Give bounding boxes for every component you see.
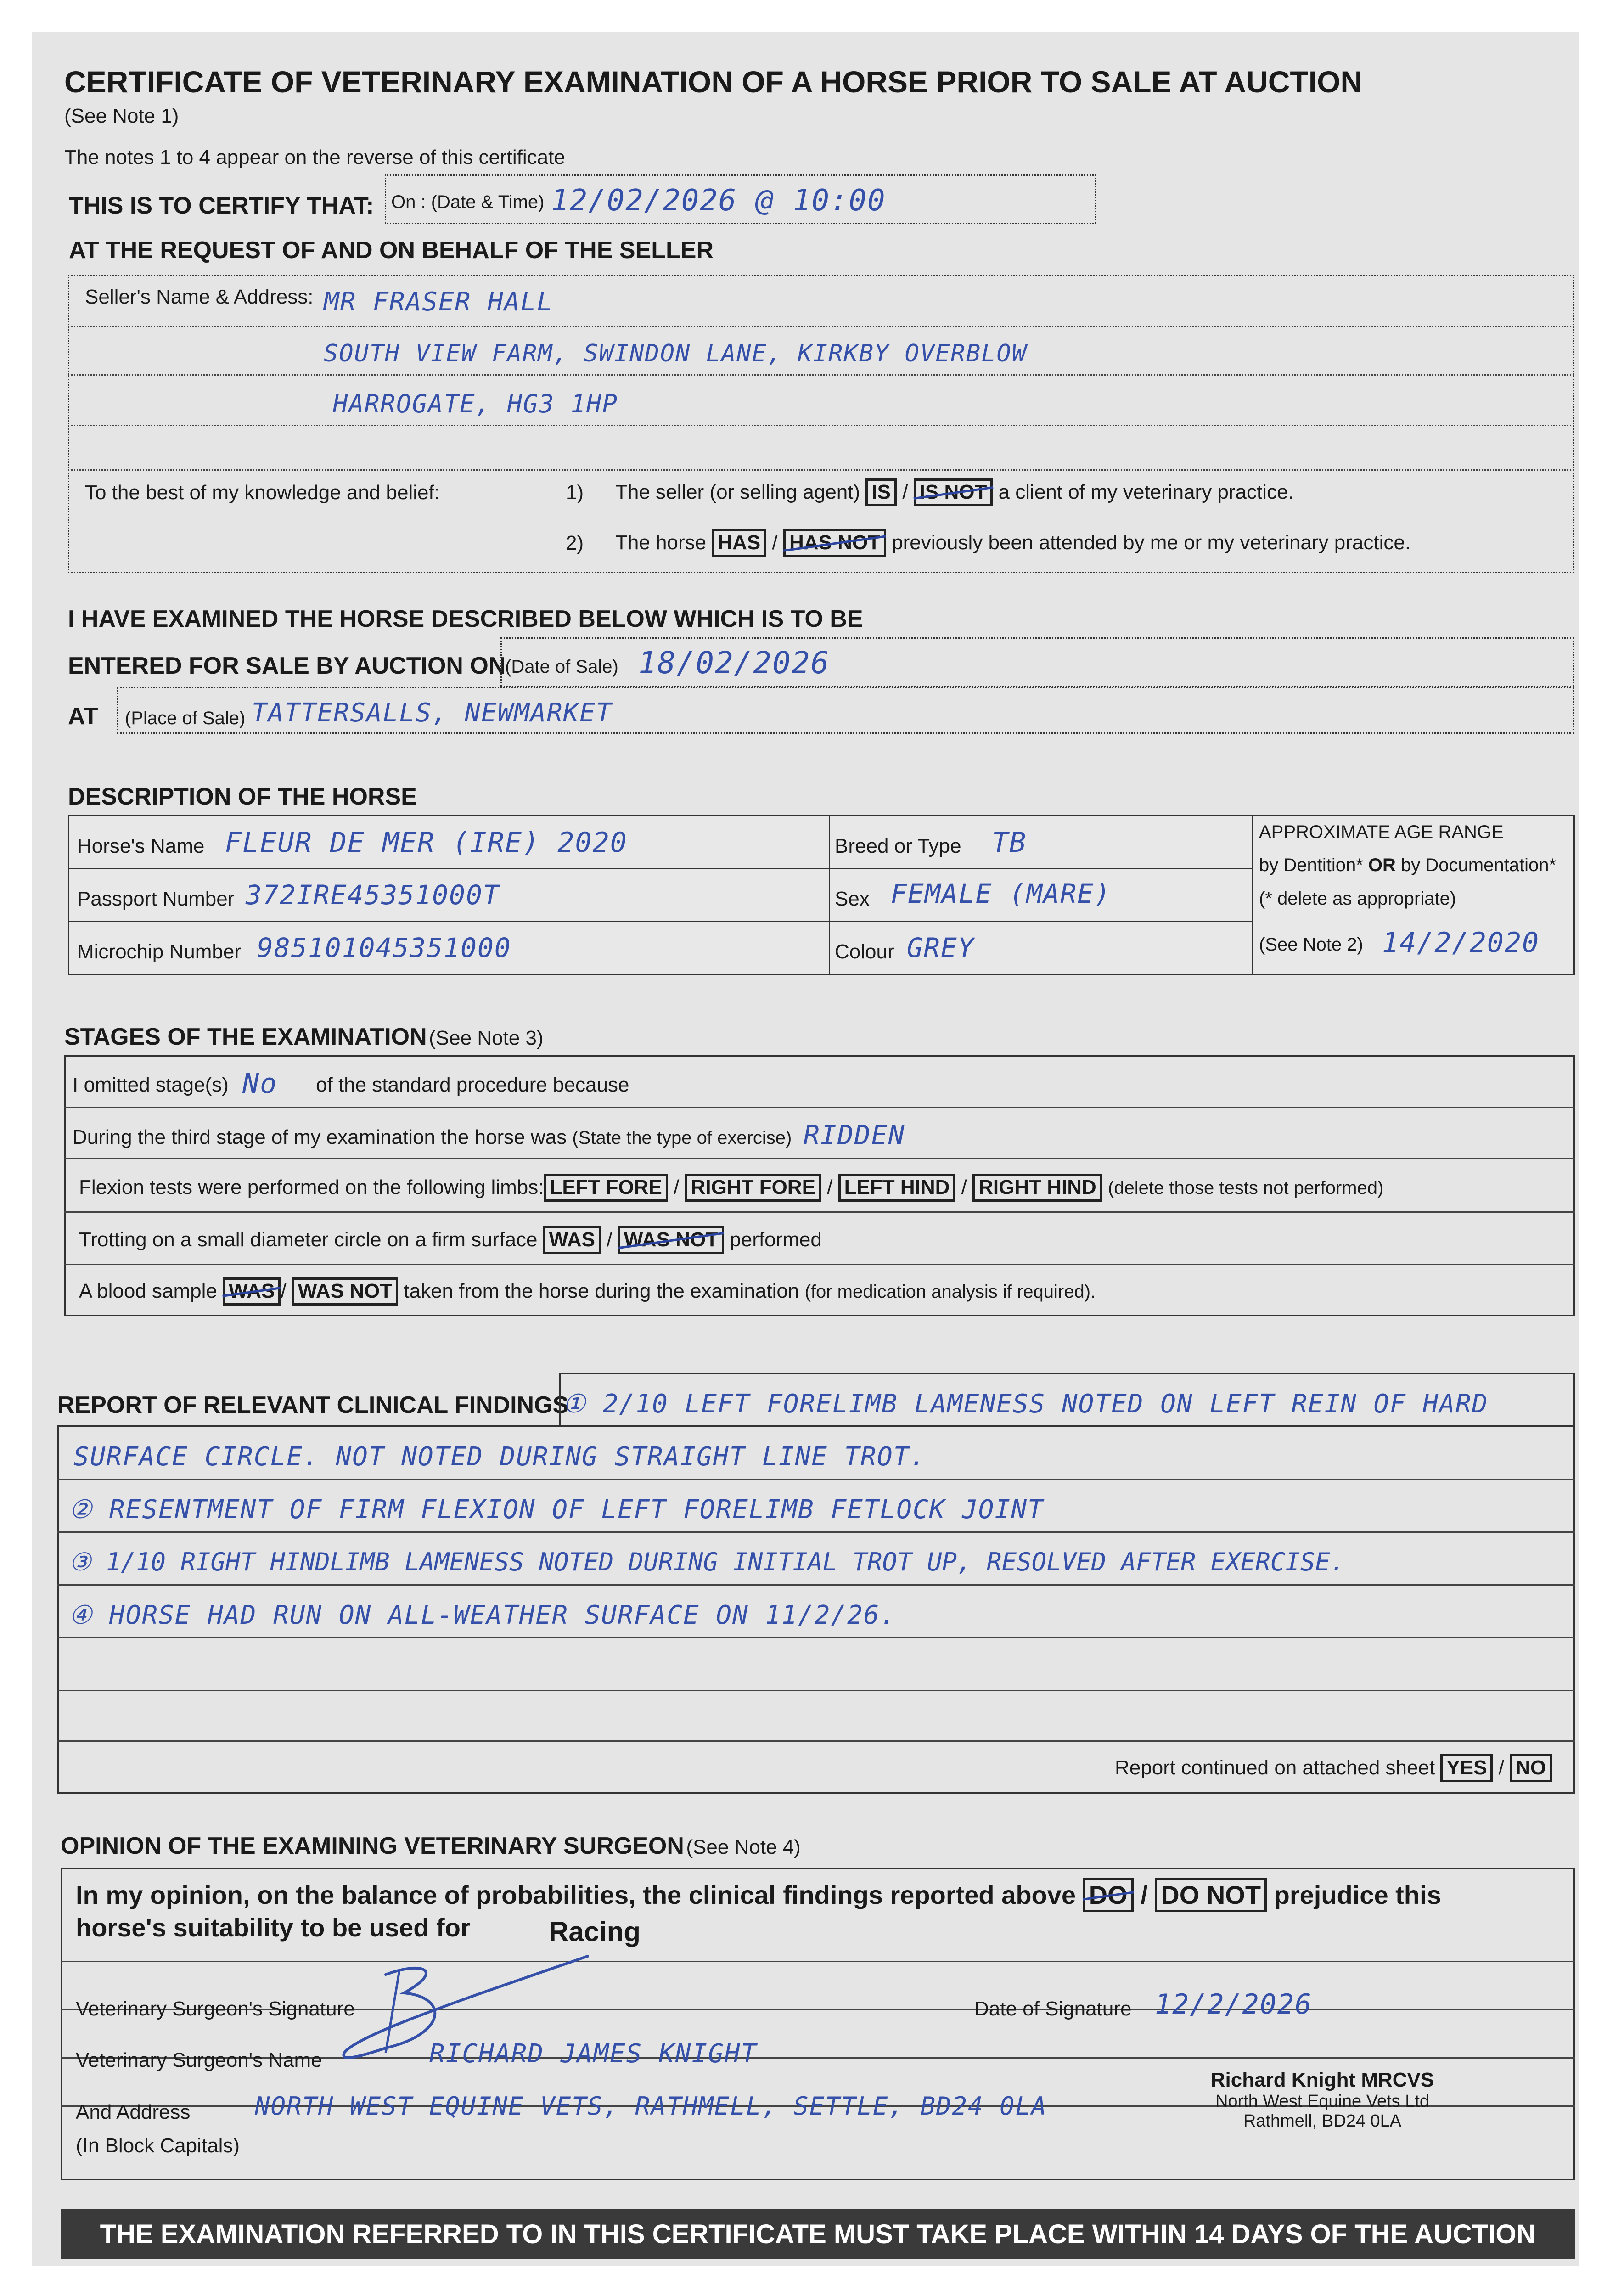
colour-value: GREY bbox=[907, 932, 975, 963]
stages-heading-text: STAGES OF THE EXAMINATION bbox=[64, 1024, 427, 1050]
separator: / bbox=[1498, 1756, 1504, 1779]
divider bbox=[68, 425, 1574, 426]
blood-post: taken from the horse during the examination bbox=[404, 1280, 799, 1302]
certify-label: THIS IS TO CERTIFY THAT: bbox=[69, 192, 374, 219]
stamp-line-2: North West Equine Vets Ltd bbox=[1215, 2092, 1430, 2111]
breed-value: TB bbox=[992, 827, 1027, 859]
report-line-1: ① 2/10 LEFT FORELIMB LAMENESS NOTED ON LEFT REIN OF HARD bbox=[562, 1389, 1489, 1419]
age-documentation[interactable]: by Documentation* bbox=[1401, 855, 1557, 875]
knowledge-item2-num: 2) bbox=[566, 532, 584, 554]
third-stage-text: During the third stage of my examination the horse was bbox=[73, 1126, 567, 1148]
report-heading: REPORT OF RELEVANT CLINICAL FINDINGS bbox=[57, 1392, 569, 1418]
opinion-do-option[interactable]: DO bbox=[1083, 1878, 1134, 1912]
knowledge-label: To the best of my knowledge and belief: bbox=[85, 481, 440, 504]
opinion-text-pre: In my opinion, on the balance of probabilities, the clinical findings reported above bbox=[76, 1880, 1076, 1909]
age-delete-note: (* delete as appropriate) bbox=[1259, 889, 1456, 909]
notes-line: The notes 1 to 4 appear on the reverse of this certificate bbox=[64, 146, 565, 169]
is-option[interactable]: IS bbox=[865, 478, 897, 506]
blood-was-not-option[interactable]: WAS NOT bbox=[292, 1277, 398, 1306]
seller-line1: MR FRASER HALL bbox=[324, 287, 554, 317]
age-dentition[interactable]: by Dentition* bbox=[1259, 855, 1363, 875]
divider bbox=[57, 1584, 1575, 1586]
knowledge-item2-pre: The horse bbox=[615, 531, 707, 554]
blood-was-option[interactable]: WAS bbox=[223, 1277, 281, 1306]
date-signature-value: 12/2/2026 bbox=[1155, 1988, 1313, 2020]
date-time-label: On : (Date & Time) bbox=[391, 192, 545, 212]
divider bbox=[57, 1531, 1575, 1533]
trot-was-not-option[interactable]: WAS NOT bbox=[618, 1226, 724, 1254]
report-line-5: ④ HORSE HAD RUN ON ALL-WEATHER SURFACE ON 11/2/26. bbox=[69, 1600, 897, 1630]
vet-name-value: RICHARD JAMES KNIGHT bbox=[429, 2039, 758, 2069]
flexion-right-hind[interactable]: RIGHT HIND bbox=[972, 1174, 1102, 1202]
colour-label: Colour bbox=[835, 940, 894, 963]
knowledge-item1 bbox=[615, 478, 1294, 506]
divider bbox=[68, 326, 1574, 327]
seller-line3: HARROGATE, HG3 1HP bbox=[333, 389, 618, 418]
age-title: APPROXIMATE AGE RANGE bbox=[1259, 822, 1504, 842]
signature-label: Veterinary Surgeon's Signature bbox=[76, 1998, 355, 2020]
has-option[interactable]: HAS bbox=[712, 529, 766, 557]
flexion-left-fore[interactable]: LEFT FORE bbox=[544, 1174, 668, 1202]
vet-name-label: Veterinary Surgeon's Name bbox=[76, 2049, 322, 2071]
address-label-2: (In Block Capitals) bbox=[76, 2134, 240, 2157]
continued-yes-option[interactable]: YES bbox=[1440, 1754, 1493, 1782]
divider bbox=[57, 1690, 1575, 1691]
report-line-4: ③ 1/10 RIGHT HINDLIMB LAMENESS NOTED DURING INITIAL TROT UP, RESOLVED AFTER EXERCISE. bbox=[69, 1548, 1345, 1576]
microchip-label: Microchip Number bbox=[77, 940, 241, 963]
seller-line2: SOUTH VIEW FARM, SWINDON LANE, KIRKBY OVERBLOW bbox=[324, 340, 1028, 367]
flexion-post: (delete those tests not performed) bbox=[1107, 1178, 1384, 1198]
separator: / bbox=[902, 481, 908, 503]
address-label: And Address bbox=[76, 2101, 191, 2123]
stages-heading-note: (See Note 3) bbox=[429, 1027, 544, 1049]
report-line-2: SURFACE CIRCLE. NOT NOTED DURING STRAIGHT LINE TROT. bbox=[73, 1442, 927, 1472]
date-signature-label: Date of Signature bbox=[974, 1998, 1132, 2020]
date-time-value: 12/02/2026 @ 10:00 bbox=[551, 184, 886, 218]
sex-value: FEMALE (MARE) bbox=[891, 878, 1111, 909]
report-continued-label: Report continued on attached sheet bbox=[1115, 1756, 1435, 1779]
report-line-3: ② RESENTMENT OF FIRM FLEXION OF LEFT FORELIMB FETLOCK JOINT bbox=[69, 1495, 1044, 1525]
third-stage bbox=[73, 1126, 792, 1149]
place-of-sale-label: (Place of Sale) bbox=[125, 708, 246, 728]
seller-box bbox=[68, 275, 1574, 573]
age-method bbox=[1259, 855, 1556, 876]
stamp-line-3: Rathmell, BD24 0LA bbox=[1243, 2111, 1402, 2131]
flexion-left-hind[interactable]: LEFT HIND bbox=[838, 1174, 956, 1202]
breed-label: Breed or Type bbox=[835, 835, 961, 857]
omitted-post: of the standard procedure because bbox=[316, 1074, 629, 1096]
address-value: NORTH WEST EQUINE VETS, RATHMELL, SETTLE, BD24 0LA bbox=[255, 2092, 1047, 2121]
at-label: AT bbox=[68, 703, 98, 730]
opinion-do-not-option[interactable]: DO NOT bbox=[1155, 1878, 1267, 1912]
divider bbox=[61, 1961, 1575, 1962]
divider bbox=[57, 1637, 1575, 1638]
divider bbox=[64, 1158, 1575, 1159]
knowledge-item1-pre: The seller (or selling agent) bbox=[615, 481, 860, 503]
certificate-title: CERTIFICATE OF VETERINARY EXAMINATION OF A HORSE PRIOR TO SALE AT AUCTION bbox=[64, 65, 1363, 99]
blood-pre: A blood sample bbox=[79, 1280, 217, 1302]
opinion-text-line2: horse's suitability to be used for bbox=[76, 1913, 471, 1942]
horse-name-label: Horse's Name bbox=[77, 835, 205, 857]
blood-row bbox=[79, 1277, 1096, 1306]
opinion-heading-note: (See Note 4) bbox=[686, 1836, 801, 1858]
age-value: 14/2/2020 bbox=[1382, 927, 1540, 959]
signature-mark bbox=[331, 1942, 652, 2094]
passport-label: Passport Number bbox=[77, 888, 235, 910]
trot-was-option[interactable]: WAS bbox=[543, 1226, 601, 1254]
separator: / bbox=[827, 1176, 833, 1199]
separator: / bbox=[772, 531, 778, 554]
flexion-pre: Flexion tests were performed on the following limbs: bbox=[79, 1176, 544, 1199]
trot-post: performed bbox=[730, 1228, 822, 1251]
separator: / bbox=[961, 1176, 967, 1199]
third-stage-note: (State the type of exercise) bbox=[572, 1128, 792, 1148]
date-of-sale-label: (Date of Sale) bbox=[505, 657, 618, 677]
examined-heading-1: I HAVE EXAMINED THE HORSE DESCRIBED BELOW WHICH IS TO BE bbox=[68, 606, 863, 632]
separator: / bbox=[1141, 1880, 1148, 1909]
request-heading: AT THE REQUEST OF AND ON BEHALF OF THE SELLER bbox=[69, 237, 714, 264]
report-continued bbox=[1115, 1754, 1552, 1782]
blood-note: (for medication analysis if required). bbox=[804, 1282, 1096, 1302]
opinion-heading bbox=[61, 1832, 801, 1860]
opinion-text-line1 bbox=[76, 1878, 1441, 1912]
date-of-sale-value: 18/02/2026 bbox=[638, 645, 830, 681]
has-not-option[interactable]: HAS NOT bbox=[783, 529, 886, 557]
horse-name-value: FLEUR DE MER (IRE) 2020 bbox=[225, 827, 628, 859]
opinion-text-post: prejudice this bbox=[1274, 1880, 1441, 1909]
place-of-sale-value: TATTERSALLS, NEWMARKET bbox=[252, 698, 613, 728]
knowledge-item2 bbox=[615, 529, 1410, 557]
footer-banner bbox=[61, 2209, 1575, 2259]
divider bbox=[57, 1479, 1575, 1480]
divider bbox=[57, 1740, 1575, 1742]
practice-stamp bbox=[1185, 2069, 1460, 2131]
omitted-value: No bbox=[242, 1068, 278, 1100]
sex-label: Sex bbox=[835, 888, 870, 910]
microchip-value: 985101045351000 bbox=[257, 932, 511, 963]
divider bbox=[68, 374, 1574, 376]
knowledge-item2-post: previously been attended by me or my veterinary practice. bbox=[892, 531, 1411, 554]
examined-heading-2: ENTERED FOR SALE BY AUCTION ON bbox=[68, 653, 506, 679]
is-not-option[interactable]: IS NOT bbox=[914, 478, 993, 506]
separator: / bbox=[607, 1228, 613, 1251]
seller-label: Seller's Name & Address: bbox=[85, 286, 314, 308]
see-note-1: (See Note 1) bbox=[64, 105, 179, 127]
knowledge-item1-post: a client of my veterinary practice. bbox=[998, 481, 1294, 503]
third-stage-value: RIDDEN bbox=[804, 1120, 905, 1151]
trot-row bbox=[79, 1226, 822, 1254]
separator: / bbox=[281, 1280, 287, 1302]
knowledge-item1-num: 1) bbox=[566, 481, 584, 504]
flexion-row bbox=[79, 1174, 1383, 1202]
age-or: OR bbox=[1368, 855, 1396, 875]
age-see-note: (See Note 2) bbox=[1259, 934, 1363, 955]
use-value: Racing bbox=[549, 1916, 641, 1947]
stages-heading bbox=[64, 1023, 544, 1051]
divider bbox=[64, 1107, 1575, 1108]
flexion-right-fore[interactable]: RIGHT FORE bbox=[685, 1174, 821, 1202]
divider bbox=[64, 1264, 1575, 1265]
trot-pre: Trotting on a small diameter circle on a firm surface bbox=[79, 1228, 538, 1251]
continued-no-option[interactable]: NO bbox=[1510, 1754, 1552, 1782]
stamp-line-1: Richard Knight MRCVS bbox=[1210, 2069, 1434, 2091]
footer-text: THE EXAMINATION REFERRED TO IN THIS CERTIFICATE MUST TAKE PLACE WITHIN 14 DAYS OF THE AUCTION bbox=[100, 2219, 1536, 2249]
passport-value: 372IRE45351000T bbox=[246, 879, 500, 911]
omitted-pre: I omitted stage(s) bbox=[73, 1074, 229, 1096]
description-heading: DESCRIPTION OF THE HORSE bbox=[68, 783, 417, 810]
opinion-heading-text: OPINION OF THE EXAMINING VETERINARY SURGEON bbox=[61, 1833, 684, 1859]
separator: / bbox=[674, 1176, 680, 1199]
divider bbox=[68, 469, 1574, 471]
divider bbox=[64, 1211, 1575, 1213]
